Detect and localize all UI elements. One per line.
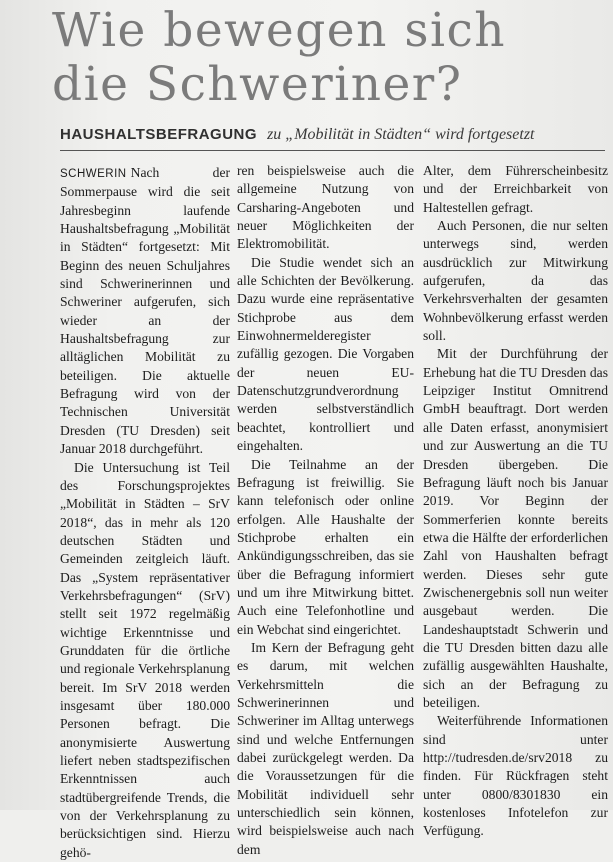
headline	[52, 4, 592, 112]
paragraph: Die Studie wendet sich an alle Schichten der Bevölkerung. Dazu wurde eine repräsentative Stichprobe aus dem Einwohnermelderegister zufällig gezogen. Die Vorgaben der neuen EU-Datenschutzgrundverordnung werden selbstverständlich beachtet, kontrolliert und eingehalten.	[237, 254, 414, 456]
paragraph: Mit der Durchführung der Erhebung hat die TU Dresden das Leipziger Institut Omnitrend GmbH beauftragt. Dort werden alle Daten erfasst, anonymisiert und zur Auswertung an die TU Dresden übergeben. Die Befragung läuft noch bis Januar 2019. Vor Beginn der Sommerferien konnte bereits etwa die Hälfte der erforderlichen Zahl von Haushalten befragt werden. Dieses sehr gute Zwischenergebnis soll nun weiter ausgebaut werden. Die Landeshauptstadt Schwerin und die TU Dresden bitten dazu alle zufällig ausgewählten Haushalte, sich an der Befragung zu beteiligen.	[423, 345, 608, 712]
column-1	[60, 164, 230, 862]
paragraph: Im Kern der Befragung geht es darum, mit welchen Verkehrsmitteln die Schwerinerinnen und Schweriner im Alltag unterwegs sind und welche Entfernungen dabei zurückgelegt werden. Da die Voraussetzungen für die Mobilität individuell sehr unterschiedlich sein können, wird beispielsweise auch nach dem	[237, 639, 414, 859]
paragraph: Weiterführende Informationen sind unter http://tudresden.de/srv2018 zu finden. Für Rückfragen steht unter 0800/8301830 ein kostenloses Infotelefon zur Verfügung.	[423, 712, 608, 840]
column-2	[237, 162, 414, 859]
paragraph: Die Untersuchung ist Teil des Forschungsprojektes „Mobilität in Städten – SrV 2018“, das in mehr als 120 deutschen Städten und Gemeinden zeitgleich läuft. Das „System repräsentativer Verkehrsbefragungen“ (SrV) stellt seit 1972 regelmäßig wichtige Erkenntnisse und Grunddaten für die örtliche und regionale Verkehrsplanung bereit. Im SrV 2018 werden insgesamt über 180.000 Personen befragt. Die anonymisierte Auswertung liefert neben stadtspezifischen Erkenntnissen auch stadtübergreifende Trends, die von der Verkehrsplanung zu berücksichtigen sind. Hierzu gehö-	[60, 459, 230, 862]
paragraph: Die Teilnahme an der Befragung ist freiwillig. Sie kann telefonisch oder online erfolgen. Alle Haushalte der Stichprobe erhalten ein Ankündigungsschreiben, das sie über die Befragung informiert und um ihre Mitwirkung bittet. Auch eine Telefonhotline und ein Webchat sind eingerichtet.	[237, 456, 414, 639]
paragraph-text: Nach der Sommerpause wird die seit Jahresbeginn laufende Haushaltsbefragung „Mobilität in Städten“ fortgesetzt: Mit Beginn des neuen Schuljahres sind Schwerinerinnen und Schweriner aufgerufen, sich wieder an der Haushaltsbefragung zur alltäglichen Mobilität zu beteiligen. Die aktuelle Befragung wird von der Technischen Universität Dresden (TU Dresden) seit Januar 2018 durchgeführt.	[60, 165, 230, 456]
paragraph: Auch Personen, die nur selten unterwegs sind, werden ausdrücklich zur Mitwirkung aufgerufen, da das Verkehrsverhalten der gesamten Wohnbevölkerung erfasst werden soll.	[423, 217, 608, 345]
divider-rule	[60, 150, 605, 151]
subheadline	[60, 126, 605, 144]
paragraph: ren beispielsweise auch die allgemeine Nutzung von Carsharing-Angeboten und neuer Möglichkeiten der Elektromobilität.	[237, 162, 414, 254]
paragraph: Alter, dem Führerscheinbesitz und der Erreichbarkeit von Haltestellen gefragt.	[423, 162, 608, 217]
column-3	[423, 162, 608, 841]
headline-line-1: Wie bewegen sich	[52, 3, 506, 58]
dateline: SCHWERIN	[60, 168, 127, 180]
paragraph	[60, 164, 230, 459]
kicker: HAUSHALTSBEFRAGUNG	[60, 126, 257, 143]
headline-line-2: die Schweriner?	[52, 57, 462, 112]
deck: zu „Mobilität in Städten“ wird fortgesetzt	[267, 126, 534, 143]
